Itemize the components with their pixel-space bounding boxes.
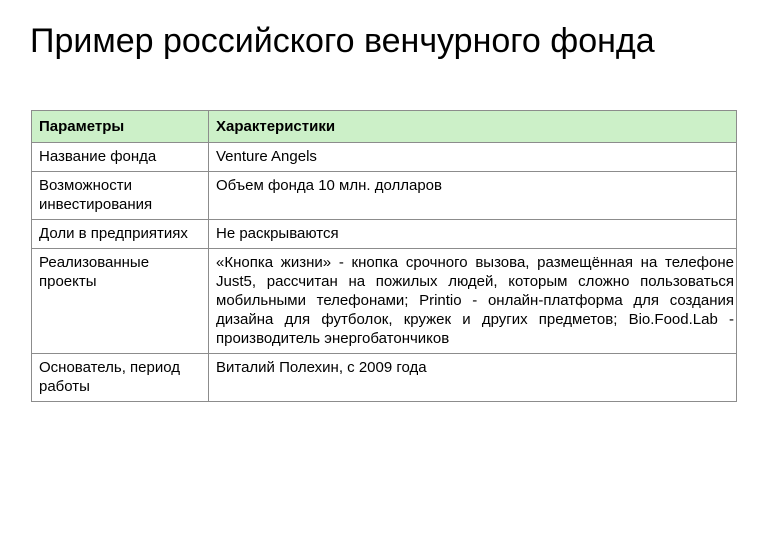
value-cell: «Кнопка жизни» - кнопка срочного вызова, размещённая на телефоне Just5, рассчитан на пожилых людей, которым сложно пользоваться мобильными телефонами; Printio - онлайн-платформа для создания дизайна для футболок, кружек и других предметов; Bio.Food.Lab - производитель энергобатончиков (209, 249, 737, 354)
table-row (32, 220, 737, 249)
slide-title: Пример российского венчурного фонда (30, 22, 655, 60)
param-cell: Возможности инвестирования (32, 172, 209, 220)
table-header-row (32, 111, 737, 143)
table-row (32, 143, 737, 172)
table-row (32, 354, 737, 402)
value-cell: Виталий Полехин, с 2009 года (209, 354, 737, 402)
param-cell: Доли в предприятиях (32, 220, 209, 249)
param-cell: Реализованные проекты (32, 249, 209, 354)
param-cell: Название фонда (32, 143, 209, 172)
header-parameters: Параметры (32, 111, 209, 143)
param-cell: Основатель, период работы (32, 354, 209, 402)
value-cell: Venture Angels (209, 143, 737, 172)
table-row (32, 249, 737, 354)
header-characteristics: Характеристики (209, 111, 737, 143)
fund-parameters-table (31, 110, 737, 402)
table-row (32, 172, 737, 220)
value-cell: Объем фонда 10 млн. долларов (209, 172, 737, 220)
value-cell: Не раскрываются (209, 220, 737, 249)
